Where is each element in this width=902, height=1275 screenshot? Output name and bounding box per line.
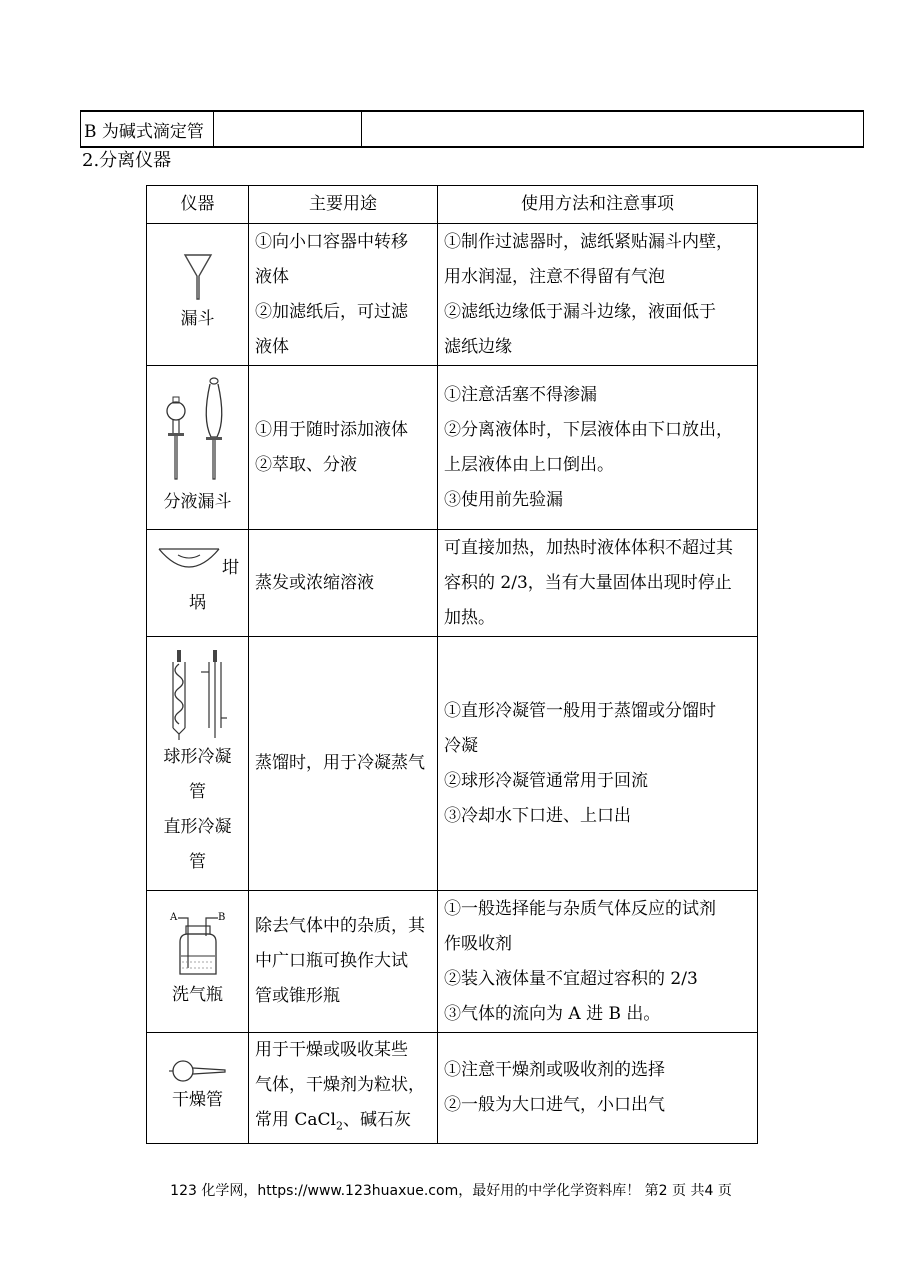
separation-instruments-table xyxy=(146,185,758,1144)
instrument-cell xyxy=(147,366,249,530)
instrument-name: 分液漏斗 xyxy=(163,492,232,512)
instrument-name: 洗气瓶 xyxy=(172,985,223,1005)
usage-notes-text: ①直形冷凝管一般用于蒸馏或分馏时 冷凝 ②球形冷凝管通常用于回流 ③冷却水下口进、上口出 xyxy=(444,700,716,826)
table-row xyxy=(147,530,758,637)
main-use-text: 蒸馏时，用于冷凝蒸气 xyxy=(255,753,425,773)
usage-notes-cell xyxy=(438,530,758,637)
main-use-text: 蒸发或浓缩溶液 xyxy=(255,572,374,593)
usage-notes-text: 可直接加热，加热时液体体积不超过其 容积的 2/3，当有大量固体出现时停止 加热。 xyxy=(444,537,733,628)
instrument-cell xyxy=(147,891,249,1033)
separatory-funnel-icon xyxy=(158,375,238,485)
header-instrument: 仪器 xyxy=(147,186,249,224)
instrument-cell xyxy=(147,1033,249,1144)
gas-washing-bottle-icon xyxy=(168,910,228,978)
usage-notes-cell xyxy=(438,224,758,366)
instrument-name: 埚 xyxy=(189,593,206,613)
table-cell xyxy=(214,111,362,147)
main-use-cell xyxy=(249,366,438,530)
table-header-row xyxy=(147,186,758,224)
usage-notes-text: ①注意活塞不得渗漏 ②分离液体时，下层液体由下口放出， 上层液体由上口倒出。 ③使用前先验漏 xyxy=(444,384,733,510)
main-use-cell xyxy=(249,891,438,1033)
main-use-cell xyxy=(249,637,438,891)
usage-notes-text: ①注意干燥剂或吸收剂的选择 ②一般为大口进气，小口出气 xyxy=(444,1060,665,1116)
instrument-name: 坩 xyxy=(222,558,239,578)
instrument-cell xyxy=(147,637,249,891)
funnel-icon xyxy=(183,252,213,302)
instrument-name: 漏斗 xyxy=(180,309,215,329)
instrument-cell xyxy=(147,530,249,637)
header-usage-notes: 使用方法和注意事项 xyxy=(438,186,758,224)
instrument-name: 干燥管 xyxy=(172,1089,223,1110)
instrument-cell xyxy=(147,224,249,366)
condenser-icon xyxy=(163,648,233,740)
table-row xyxy=(147,366,758,530)
page-footer: 123 化学网，https://www.123huaxue.com，最好用的中学化学资料库！ 第2 页 共4 页 xyxy=(170,1183,732,1199)
table-row xyxy=(147,891,758,1033)
main-use-cell xyxy=(249,1033,438,1144)
main-use-text xyxy=(255,1033,431,1143)
usage-notes-text: ①一般选择能与杂质气体反应的试剂 作吸收剂 ②装入液体量不宜超过容积的 2/3 ③气体的流向为 A 进 B 出。 xyxy=(444,898,716,1024)
subscript-2: 2 xyxy=(336,1119,343,1133)
header-main-use: 主要用途 xyxy=(249,186,438,224)
table-cell xyxy=(362,111,864,147)
table-row xyxy=(147,224,758,366)
inlet-label-a: A xyxy=(169,912,177,923)
main-use-text-part: 、碱石灰 xyxy=(343,1110,411,1130)
main-use-cell xyxy=(249,530,438,637)
usage-notes-cell xyxy=(438,891,758,1033)
table-cell: B 为碱式滴定管 xyxy=(81,111,214,147)
table-row xyxy=(81,111,864,147)
usage-notes-cell xyxy=(438,366,758,530)
table-row xyxy=(147,1033,758,1144)
crucible-icon xyxy=(156,545,222,577)
usage-notes-cell xyxy=(438,1033,758,1144)
usage-notes-text: ①制作过滤器时，滤纸紧贴漏斗内壁， 用水润湿，注意不得留有气泡 ②滤纸边缘低于漏斗边缘，液面低于 滤纸边缘 xyxy=(444,231,733,357)
table-row xyxy=(147,637,758,891)
instrument-name: 球形冷凝 管 直形冷凝 管 xyxy=(163,746,232,872)
main-use-cell xyxy=(249,224,438,366)
usage-notes-cell xyxy=(438,637,758,891)
drying-tube-icon xyxy=(167,1059,229,1083)
outlet-label-b: B xyxy=(217,912,225,923)
main-use-text: 除去气体中的杂质，其 中广口瓶可换作大试 管或锥形瓶 xyxy=(255,916,425,1006)
main-use-text-part: 用于干燥或吸收某些 气体，干燥剂为粒状， 常用 CaCl xyxy=(255,1040,425,1130)
section-heading: 2.分离仪器 xyxy=(82,150,172,171)
top-table-fragment xyxy=(80,110,864,148)
main-use-text: ①用于随时添加液体 ②萃取、分液 xyxy=(255,419,408,475)
main-use-text: ①向小口容器中转移 液体 ②加滤纸后，可过滤 液体 xyxy=(255,231,408,357)
